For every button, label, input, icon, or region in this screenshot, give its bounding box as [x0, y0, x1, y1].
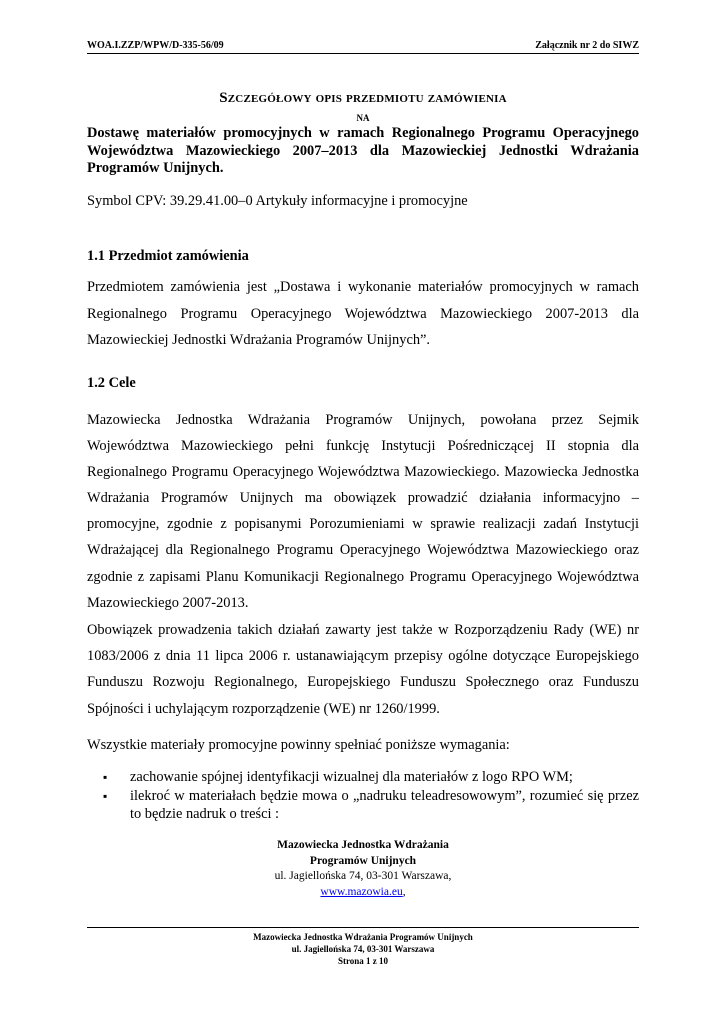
footer-address: ul. Jagiellońska 74, 03-301 Warszawa: [291, 944, 435, 954]
list-item: [103, 768, 639, 786]
address-org-line-1: Mazowiecka Jednostka Wdrażania: [277, 839, 449, 851]
link-suffix: ,: [402, 885, 406, 898]
section-1-2-paragraph-2: Obowiązek prowadzenia takich działań zawarty jest także w Rozporządzeniu Rady (WE) nr 1083/2006 z dnia 11 lipca 2006 r. ustanawiającym przepisy ogólne dotyczące Europejskiego Funduszu Rozwoju Regionalnego, Europejskiego Funduszu Społecznego oraz Funduszu Spójności i uchylającym rozporządzenie (WE) nr 1260/1999.: [87, 622, 639, 717]
section-1-1-text: Przedmiotem zamówienia jest „Dostawa i wykonanie materiałów promocyjnych w ramach Regionalnego Programu Operacyjnego Województwa Mazowieckiego 2007-2013 dla Mazowieckiej Jednostki Wdrażania Programów Unijnych”.: [87, 279, 639, 348]
order-subject: Dostawę materiałów promocyjnych w ramach Regionalnego Programu Operacyjnego Województwa Mazowieckiego 2007–2013 dla Mazowieckiej Jednostki Wdrażania Programów Unijnych.: [87, 125, 639, 176]
requirements-intro: Wszystkie materiały promocyjne powinny spełniać poniższe wymagania:: [87, 737, 510, 753]
document-title: Szczegółowy opis przedmiotu zamówienia: [219, 90, 507, 106]
attachment-label: Załącznik nr 2 do SIWZ: [535, 40, 639, 51]
list-item-text: ilekroć w materiałach będzie mowa o „nadruku teleadresowowym”, rozumieć się przez to będzie nadruk o treści :: [130, 788, 639, 822]
page-footer: [87, 927, 639, 967]
bullet-icon: ▪: [103, 789, 108, 803]
website-link[interactable]: www.mazowia.eu: [320, 885, 403, 898]
title-na: NA: [356, 113, 370, 123]
section-1-1-heading: 1.1 Przedmiot zamówienia: [87, 248, 249, 264]
address-street: ul. Jagiellońska 74, 03-301 Warszawa,: [274, 870, 452, 882]
address-block: [87, 838, 639, 900]
cpv-symbol: Symbol CPV: 39.29.41.00–0 Artykuły informacyjne i promocyjne: [87, 193, 468, 209]
address-org-line-2: Programów Unijnych: [309, 854, 417, 867]
bullet-icon: ▪: [103, 770, 108, 784]
footer-org: Mazowiecka Jednostka Wdrażania Programów Unijnych: [253, 932, 473, 942]
section-1-2-paragraph-1: Mazowiecka Jednostka Wdrażania Programów Unijnych, powołana przez Sejmik Województwa Mazowieckiego pełni funkcję Instytucji Pośredniczącej II stopnia dla Regionalnego Programu Operacyjnego Województwa Mazowieckiego. Mazowiecka Jednostka Wdrażania Programów Unijnych ma obowiązek prowadzić działania informacyjno – promocyjne, zgodnie z popisanymi Porozumieniami w sprawie realizacji zadań Instytucji Wdrażającej dla Regionalnego Programu Operacyjnego Województwa Mazowieckiego oraz zgodnie z zapisami Planu Komunikacji Regionalnego Programu Operacyjnego Województwa Mazowieckiego 2007-2013.: [87, 412, 639, 611]
page-header: [87, 40, 639, 54]
list-item: [103, 787, 639, 823]
document-reference: WOA.I.ZZP/WPW/D-335-56/09: [87, 40, 224, 51]
page-number: Strona 1 z 10: [337, 956, 389, 966]
requirements-list: [103, 768, 639, 824]
section-1-2-heading: 1.2 Cele: [87, 375, 136, 391]
list-item-text: zachowanie spójnej identyfikacji wizualnej dla materiałów z logo RPO WM;: [130, 769, 573, 785]
